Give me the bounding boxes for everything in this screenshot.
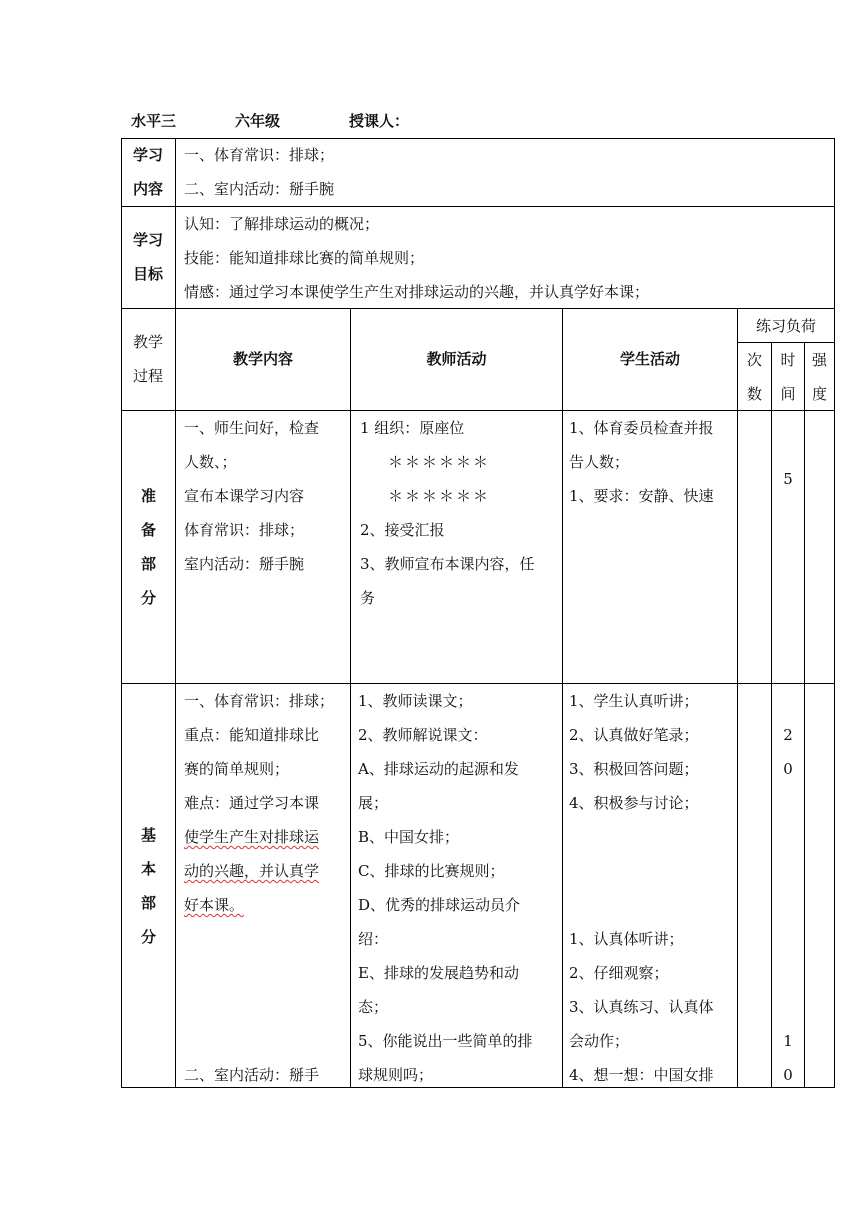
student-header: 学生活动 xyxy=(619,350,680,368)
content-header: 教学内容 xyxy=(232,350,293,368)
prep-student: 1、体育委员检查并报 告人数； 1、要求：安静、快速 xyxy=(569,419,714,505)
content-lines: 一、体育常识：排球； 二、室内活动：掰手腕 xyxy=(184,146,335,198)
prep-label: 准 备 部 分 xyxy=(140,487,156,607)
formation-row-2: ＊＊＊＊＊＊ xyxy=(388,487,491,505)
time-header: 时 间 xyxy=(780,351,796,403)
goals-label: 学习 目标 xyxy=(133,231,164,283)
prep-time: 5 xyxy=(783,470,793,488)
basic-time-1: 2 0 xyxy=(783,726,793,778)
teacher-label: 授课人： xyxy=(349,112,410,130)
basic-time-2: 1 0 xyxy=(783,1032,793,1084)
basic-student: 1、学生认真听讲； 2、认真做好笔录； 3、积极回答问题； 4、积极参与讨论； xyxy=(569,692,699,812)
basic-label: 基 本 部 分 xyxy=(140,826,156,946)
teacher-header: 教师活动 xyxy=(426,350,487,368)
grade-label: 六年级 xyxy=(235,112,281,130)
basic-teacher: 1、教师读课文； 2、教师解说课文： A、排球运动的起源和发 展； B、中国女排； C、排球的比赛规则； D、优秀的排球运动员介 绍： E、排球的发展趋势和动 态； 5、你能说出一些简单的排 球规则吗； xyxy=(358,692,533,1084)
prep-content: 一、师生问好，检查 人数、； 宣布本课学习内容 体育常识：排球； 室内活动：掰手腕 xyxy=(184,419,320,573)
process-header: 教学 过程 xyxy=(133,333,164,385)
load-header: 练习负荷 xyxy=(755,317,816,335)
intensity-header: 强 度 xyxy=(811,351,827,403)
lesson-plan-table xyxy=(121,138,835,1088)
basic-content: 一、体育常识：排球； 重点：能知道排球比 赛的简单规则； 难点：通过学习本课 使学生产生对排球运 动的兴趣，并认真学 好本课。 xyxy=(184,692,335,914)
basic-student-activity: 1、认真体听讲； 2、仔细观察； 3、认真练习、认真体 会动作； 4、想一想：中国女排 xyxy=(569,930,714,1084)
basic-content-activity: 二、室内活动：掰手 xyxy=(184,1066,320,1084)
formation-row-1: ＊＊＊＊＊＊ xyxy=(388,453,491,471)
content-label: 学习 内容 xyxy=(133,146,164,198)
level-label: 水平三 xyxy=(131,112,177,130)
prep-teacher: 1 组织：原座位 ＊＊＊＊＊＊ ＊＊＊＊＊＊ 2、接受汇报 3、教师宣布本课内容，任 务 xyxy=(360,419,535,607)
goals-lines: 认知：了解排球运动的概况； 技能：能知道排球比赛的简单规则； 情感：通过学习本课使学生产生对排球运动的兴趣，并认真学好本课； xyxy=(184,215,650,301)
count-header: 次 数 xyxy=(746,351,762,403)
